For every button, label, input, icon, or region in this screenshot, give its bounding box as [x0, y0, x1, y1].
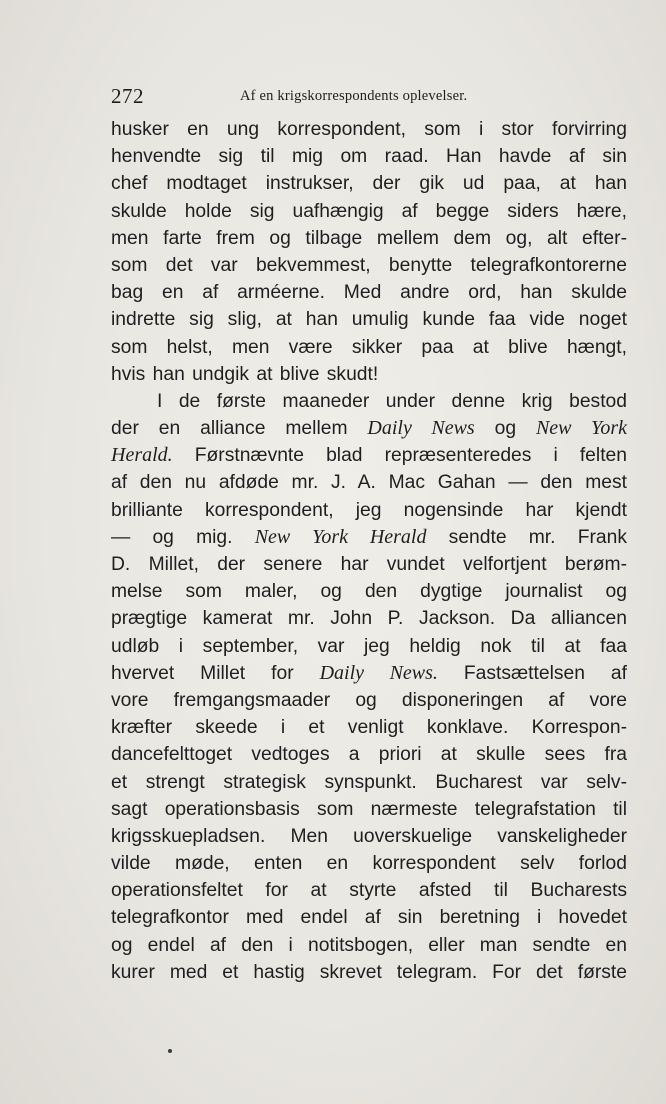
paragraph-end-line: hvis han undgik at blive skudt!	[111, 363, 379, 385]
text-line: skulde holde sig uafhængig af begge siders hære,	[111, 200, 627, 222]
body-text	[111, 116, 627, 986]
text-line: udløb i september, var jeg heldig nok til at faa	[111, 635, 627, 657]
text-line: af den nu afdøde mr. J. A. Mac Gahan — den mest	[111, 472, 627, 494]
text-line-with-italics: der en alliance mellem Daily News og New York	[111, 417, 627, 440]
text-line: sagt operationsbasis som nærmeste telegrafstation til	[111, 798, 627, 820]
paper-speck	[168, 1049, 172, 1053]
newspaper-title: Daily News.	[319, 661, 438, 684]
text-line: indrette sig slig, at han umulig kunde faa vide noget	[111, 309, 627, 331]
text-line: som helst, men være sikker paa at blive hængt,	[111, 336, 627, 358]
text-line: telegrafkontor med endel af sin beretning i hovedet	[111, 907, 627, 929]
paragraph-start-line: I de første maaneder under denne krig bestod	[157, 390, 627, 412]
text-line: et strengt strategisk synspunkt. Bucharest var selv-	[111, 771, 627, 793]
newspaper-title: New York	[535, 417, 627, 440]
text-line: dancefelttoget vedtoges a priori at skulle sees fra	[111, 744, 627, 766]
text-line: kræfter skeede i et venligt konklave. Korrespon-	[111, 717, 627, 739]
text-line: henvendte sig til mig om raad. Han havde af sin	[111, 146, 627, 168]
text-line: prægtige kamerat mr. John P. Jackson. Da alliancen	[111, 608, 627, 630]
running-head	[111, 84, 627, 110]
text-line: operationsfeltet for at styrte afsted til Bucharests	[111, 880, 627, 902]
text-line: melse som maler, og den dygtige journalist og	[111, 581, 627, 603]
text-line-with-italics: hvervet Millet for Daily News. Fastsættelsen af	[111, 661, 628, 684]
text-line: kurer med et hastig skrevet telegram. For det første	[111, 961, 627, 983]
newspaper-title: Daily News	[367, 417, 475, 440]
newspaper-title: New York Herald	[254, 525, 427, 548]
text-line: men farte frem og tilbage mellem dem og, alt efter-	[111, 227, 627, 249]
text-line: vore fremgangsmaader og disponeringen af vore	[111, 689, 627, 711]
text-line-with-italics: — og mig. New York Herald sendte mr. Frank	[111, 525, 627, 548]
text-line-with-italics: Herald. Førstnævnte blad repræsenteredes i felten	[111, 444, 627, 467]
text-line: vilde møde, enten en korrespondent selv forlod	[111, 853, 627, 875]
text-line: chef modtaget instrukser, der gik ud paa, at han	[111, 173, 627, 195]
text-line: og endel af den i notitsbogen, eller man sendte en	[111, 934, 627, 956]
text-line: krigsskuepladsen. Men uoverskuelige vanskeligheder	[111, 825, 627, 847]
running-title: Af en krigskorrespondents oplevelser.	[240, 88, 468, 104]
page-number: 272	[111, 84, 144, 108]
text-line: brilliante korrespondent, jeg nogensinde har kjendt	[111, 499, 627, 521]
newspaper-title: Herald.	[111, 444, 173, 467]
text-line: bag en af arméerne. Med andre ord, han skulde	[111, 282, 627, 304]
text-line: husker en ung korrespondent, som i stor forvirring	[111, 119, 627, 140]
text-line: D. Millet, der senere har vundet velfortjent berøm-	[111, 554, 627, 575]
text-line: som det var bekvemmest, benytte telegrafkontorerne	[111, 254, 627, 276]
